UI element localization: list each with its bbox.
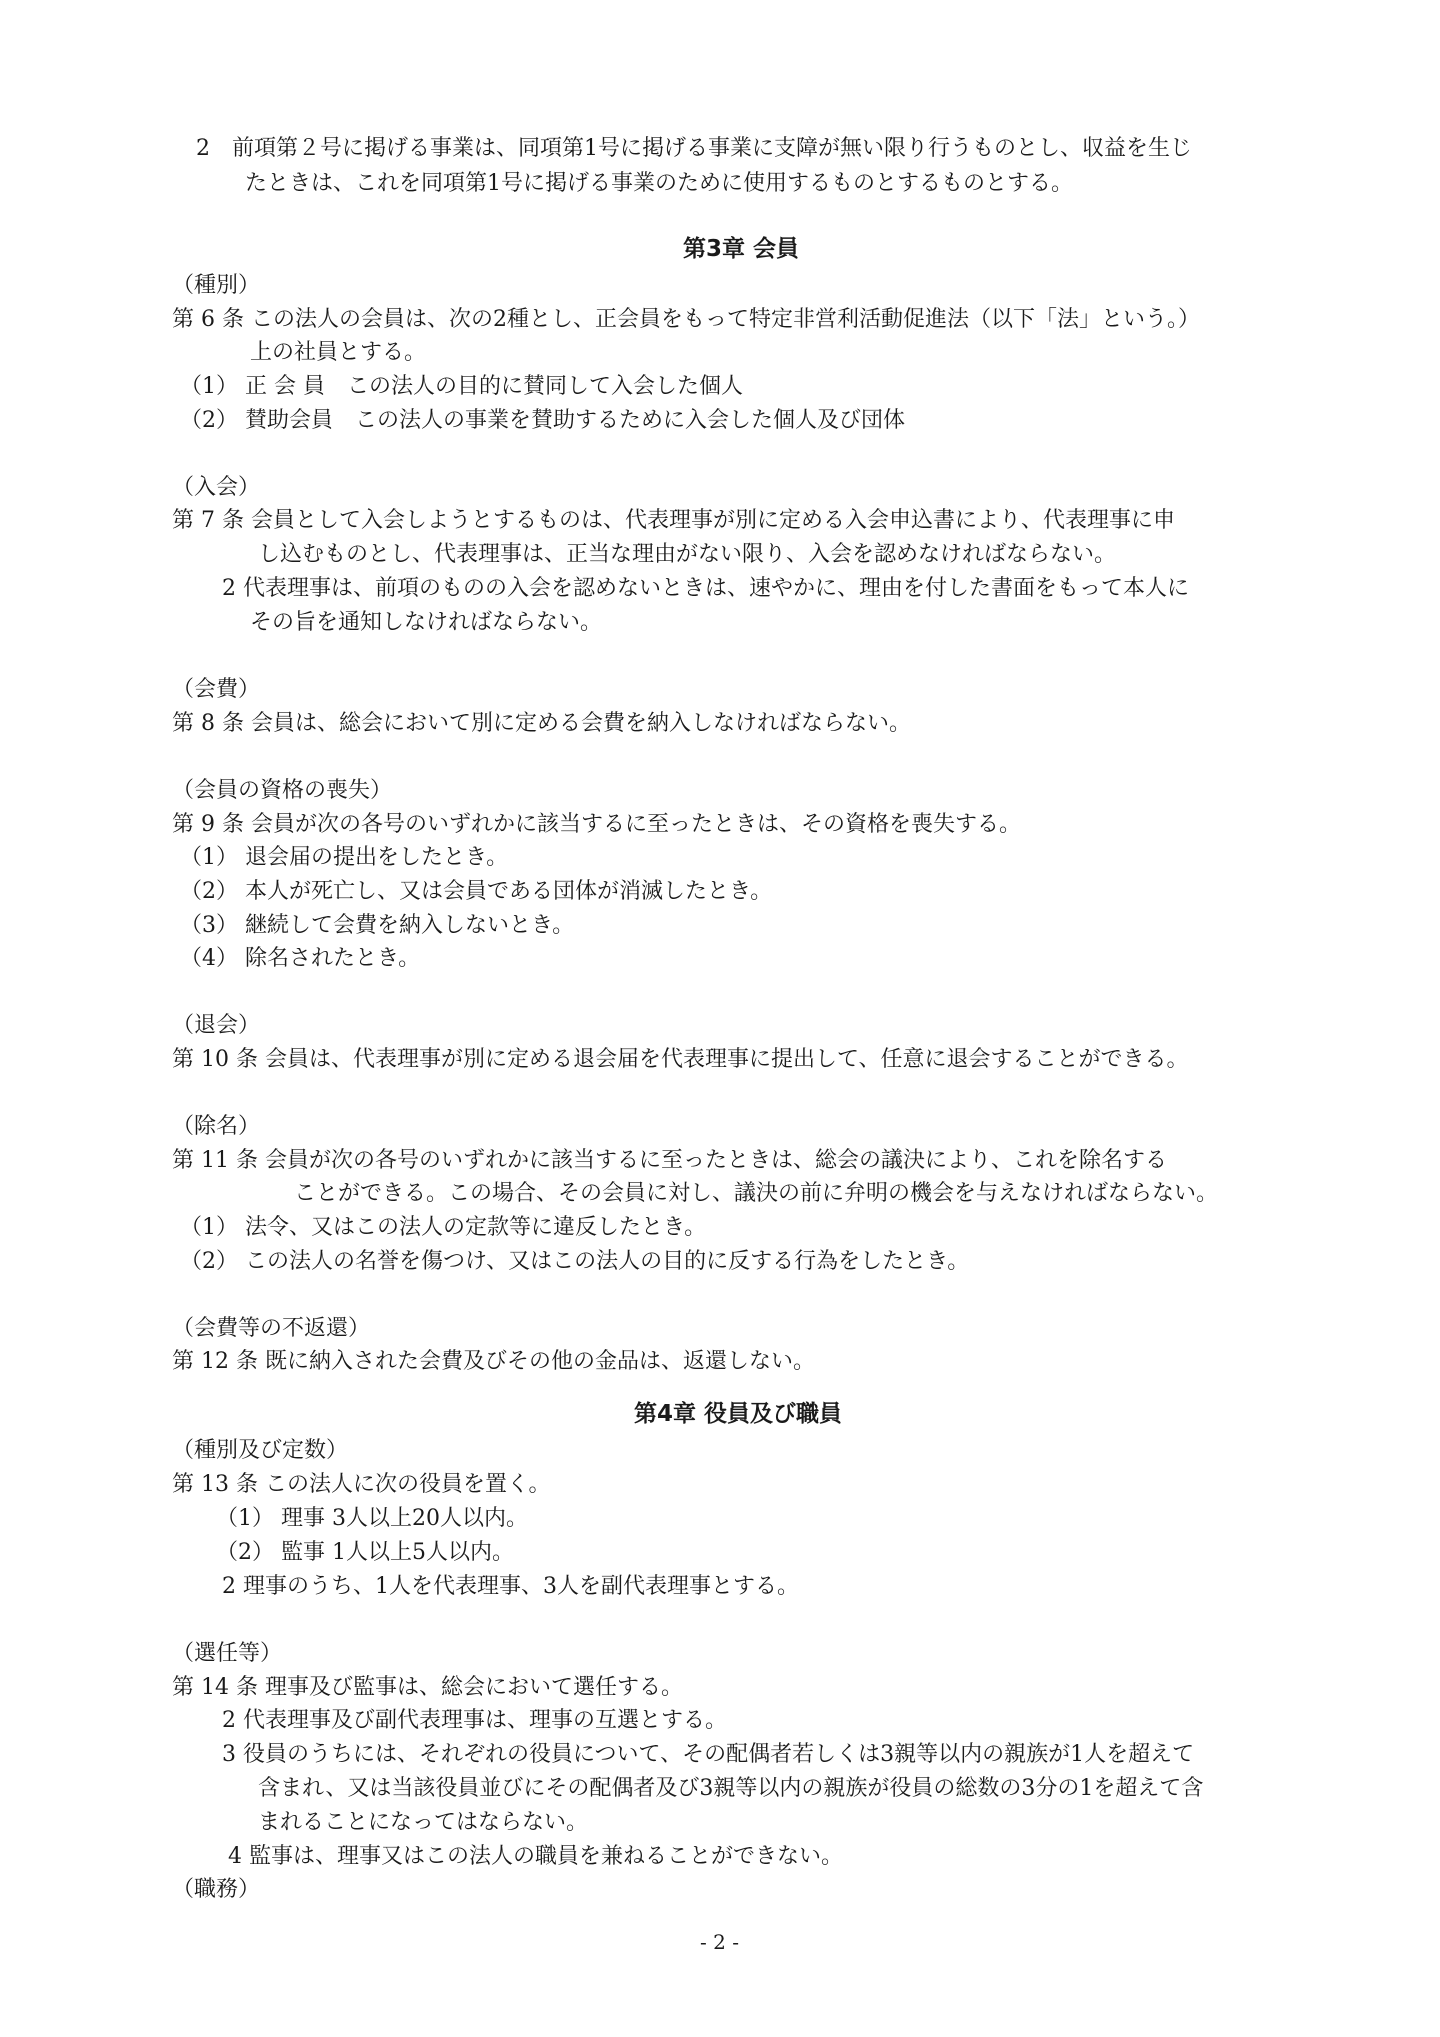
article-11-item-1: （1） 法令、又はこの法人の定款等に違反したとき。 [180,1215,707,1240]
article-6-item-1: （1） 正 会 員 この法人の目的に賛同して入会した個人 [180,374,743,399]
article-13-item-2: （2） 監事 1人以上5人以内。 [216,1540,514,1565]
article-14-para-2: 2 代表理事及び副代表理事は、理事の互選とする。 [222,1708,727,1733]
article-9-heading: （会員の資格の喪失） [172,778,393,803]
article-9-item-2: （2） 本人が死亡し、又は会員である団体が消滅したとき。 [180,879,773,904]
article-10-line-1: 第 10 条 会員は、代表理事が別に定める退会届を代表理事に提出して、任意に退会することができる。 [172,1047,1189,1072]
intro-line-1: 2 前項第２号に掲げる事業は、同項第1号に掲げる事業に支障が無い限り行うものとし、収益を生じ [196,136,1192,161]
article-7-line-2: し込むものとし、代表理事は、正当な理由がない限り、入会を認めなければならない。 [258,542,1117,567]
intro-line-2: たときは、これを同項第1号に掲げる事業のために使用するものとするものとする。 [245,171,1073,196]
article-6-line-1: 第 6 条 この法人の会員は、次の2種とし、正会員をもって特定非営利活動促進法（以下「法」という。） [172,307,1200,332]
article-14-para-3-line-2: 含まれ、又は当該役員並びにその配偶者及び3親等以内の親族が役員の総数の3分の1を超えて含 [258,1776,1204,1801]
article-9-item-3: （3） 継続して会費を納入しないとき。 [180,913,575,938]
article-9-item-1: （1） 退会届の提出をしたとき。 [180,845,509,870]
article-7-para-2-line-1: 2 代表理事は、前項のものの入会を認めないときは、速やかに、理由を付した書面をもって本人に [222,576,1189,601]
article-8-line-1: 第 8 条 会員は、総会において別に定める会費を納入しなければならない。 [172,711,911,736]
article-6-heading: （種別） [172,273,261,298]
article-12-heading: （会費等の不返還） [172,1316,371,1341]
article-12-line-1: 第 12 条 既に納入された会費及びその他の金品は、返還しない。 [172,1349,815,1374]
article-13-item-1: （1） 理事 3人以上20人以内。 [216,1506,528,1531]
article-7-heading: （入会） [172,475,261,500]
article-14-para-3-line-1: 3 役員のうちには、それぞれの役員について、その配偶者若しくは3親等以内の親族が1人を超えて [222,1742,1195,1767]
article-13-line-1: 第 13 条 この法人に次の役員を置く。 [172,1472,551,1497]
article-14-para-3-line-3: まれることになってはならない。 [258,1810,589,1835]
article-7-line-1: 第 7 条 会員として入会しようとするものは、代表理事が別に定める入会申込書により、代表理事に申 [172,508,1175,533]
article-13-heading: （種別及び定数） [172,1438,349,1463]
article-11-line-2: ことができる。この場合、その会員に対し、議決の前に弁明の機会を与えなければならない。 [294,1181,1219,1206]
article-7-para-2-line-2: その旨を通知しなければならない。 [250,610,603,635]
article-15-heading: （職務） [172,1877,261,1902]
article-14-line-1: 第 14 条 理事及び監事は、総会において選任する。 [172,1675,683,1700]
page-number: - 2 - [700,1930,739,1954]
article-6-line-2: 上の社員とする。 [250,340,427,365]
article-14-para-4: 4 監事は、理事又はこの法人の職員を兼ねることができない。 [228,1844,843,1869]
article-6-item-2: （2） 賛助会員 この法人の事業を賛助するために入会した個人及び団体 [180,408,905,433]
article-9-item-4: （4） 除名されたとき。 [180,946,421,971]
chapter-3-title: 第3章 会員 [683,236,800,262]
article-8-heading: （会費） [172,677,261,702]
article-14-heading: （選任等） [172,1641,283,1666]
article-11-item-2: （2） この法人の名誉を傷つけ、又はこの法人の目的に反する行為をしたとき。 [180,1249,970,1274]
article-13-para-2: 2 理事のうち、1人を代表理事、3人を副代表理事とする。 [222,1574,799,1599]
article-11-heading: （除名） [172,1114,261,1139]
article-11-line-1: 第 11 条 会員が次の各号のいずれかに該当するに至ったときは、総会の議決により、これを除名する [172,1148,1167,1173]
article-9-line-1: 第 9 条 会員が次の各号のいずれかに該当するに至ったときは、その資格を喪失する。 [172,812,1021,837]
article-10-heading: （退会） [172,1013,261,1038]
chapter-4-title: 第4章 役員及び職員 [634,1401,843,1427]
